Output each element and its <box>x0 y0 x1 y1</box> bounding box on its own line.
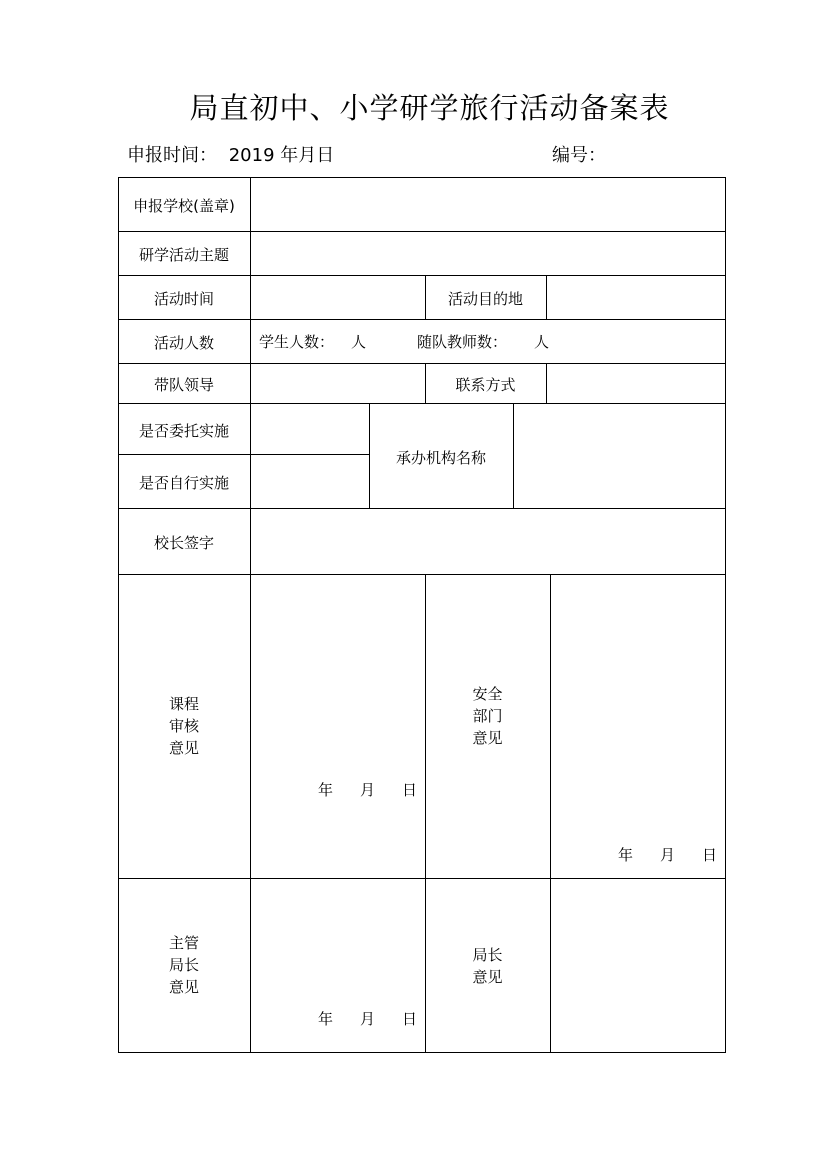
school-input[interactable] <box>251 178 725 231</box>
principal-signature[interactable] <box>251 509 725 574</box>
course-review-label: 课程 审核 意见 <box>168 695 199 757</box>
course-review-input[interactable] <box>251 575 425 878</box>
entrusted-label: 是否委托实施 <box>138 422 229 440</box>
organizer-input[interactable] <box>514 404 725 508</box>
safety-dept-label: 安全 部门 意见 <box>472 685 503 747</box>
number-label: 编号： <box>552 145 606 166</box>
theme-label: 研学活动主题 <box>138 246 229 264</box>
teachers-label: 随队教师数： <box>417 333 508 351</box>
leader-input[interactable] <box>251 364 425 403</box>
theme-input[interactable] <box>251 232 725 275</box>
participants-label: 活动人数 <box>153 334 214 352</box>
self-label: 是否自行实施 <box>138 474 229 492</box>
leader-label: 带队领导 <box>153 376 214 394</box>
teachers-unit: 人 <box>534 333 550 351</box>
activity-time-input[interactable] <box>251 276 425 319</box>
declare-time <box>127 141 334 167</box>
contact-input[interactable] <box>547 364 725 403</box>
director-opinion-label: 局长 意见 <box>472 946 503 986</box>
destination-label: 活动目的地 <box>447 290 523 308</box>
school-label: 申报学校(盖章) <box>133 197 235 215</box>
contact-label: 联系方式 <box>455 376 516 394</box>
students-label: 学生人数： <box>259 333 335 351</box>
entrusted-input[interactable] <box>251 404 369 454</box>
destination-input[interactable] <box>547 276 725 319</box>
safety-dept-input[interactable] <box>551 575 725 878</box>
director-opinion-input[interactable] <box>551 879 725 1052</box>
declare-time-value[interactable]: 2019 年月日 <box>228 145 335 166</box>
declare-time-label: 申报时间： <box>127 145 217 166</box>
row-divider <box>118 319 726 320</box>
document-title: 局直初中、小学研学旅行活动备案表 <box>189 91 670 125</box>
organizer-label: 承办机构名称 <box>395 449 486 467</box>
activity-time-label: 活动时间 <box>153 290 214 308</box>
principal-label: 校长签字 <box>153 534 214 552</box>
self-input[interactable] <box>251 455 369 508</box>
director-in-charge-label: 主管 局长 意见 <box>168 934 199 996</box>
students-unit: 人 <box>351 333 367 351</box>
number-field <box>552 141 606 167</box>
director-in-charge-input[interactable] <box>251 879 425 1052</box>
